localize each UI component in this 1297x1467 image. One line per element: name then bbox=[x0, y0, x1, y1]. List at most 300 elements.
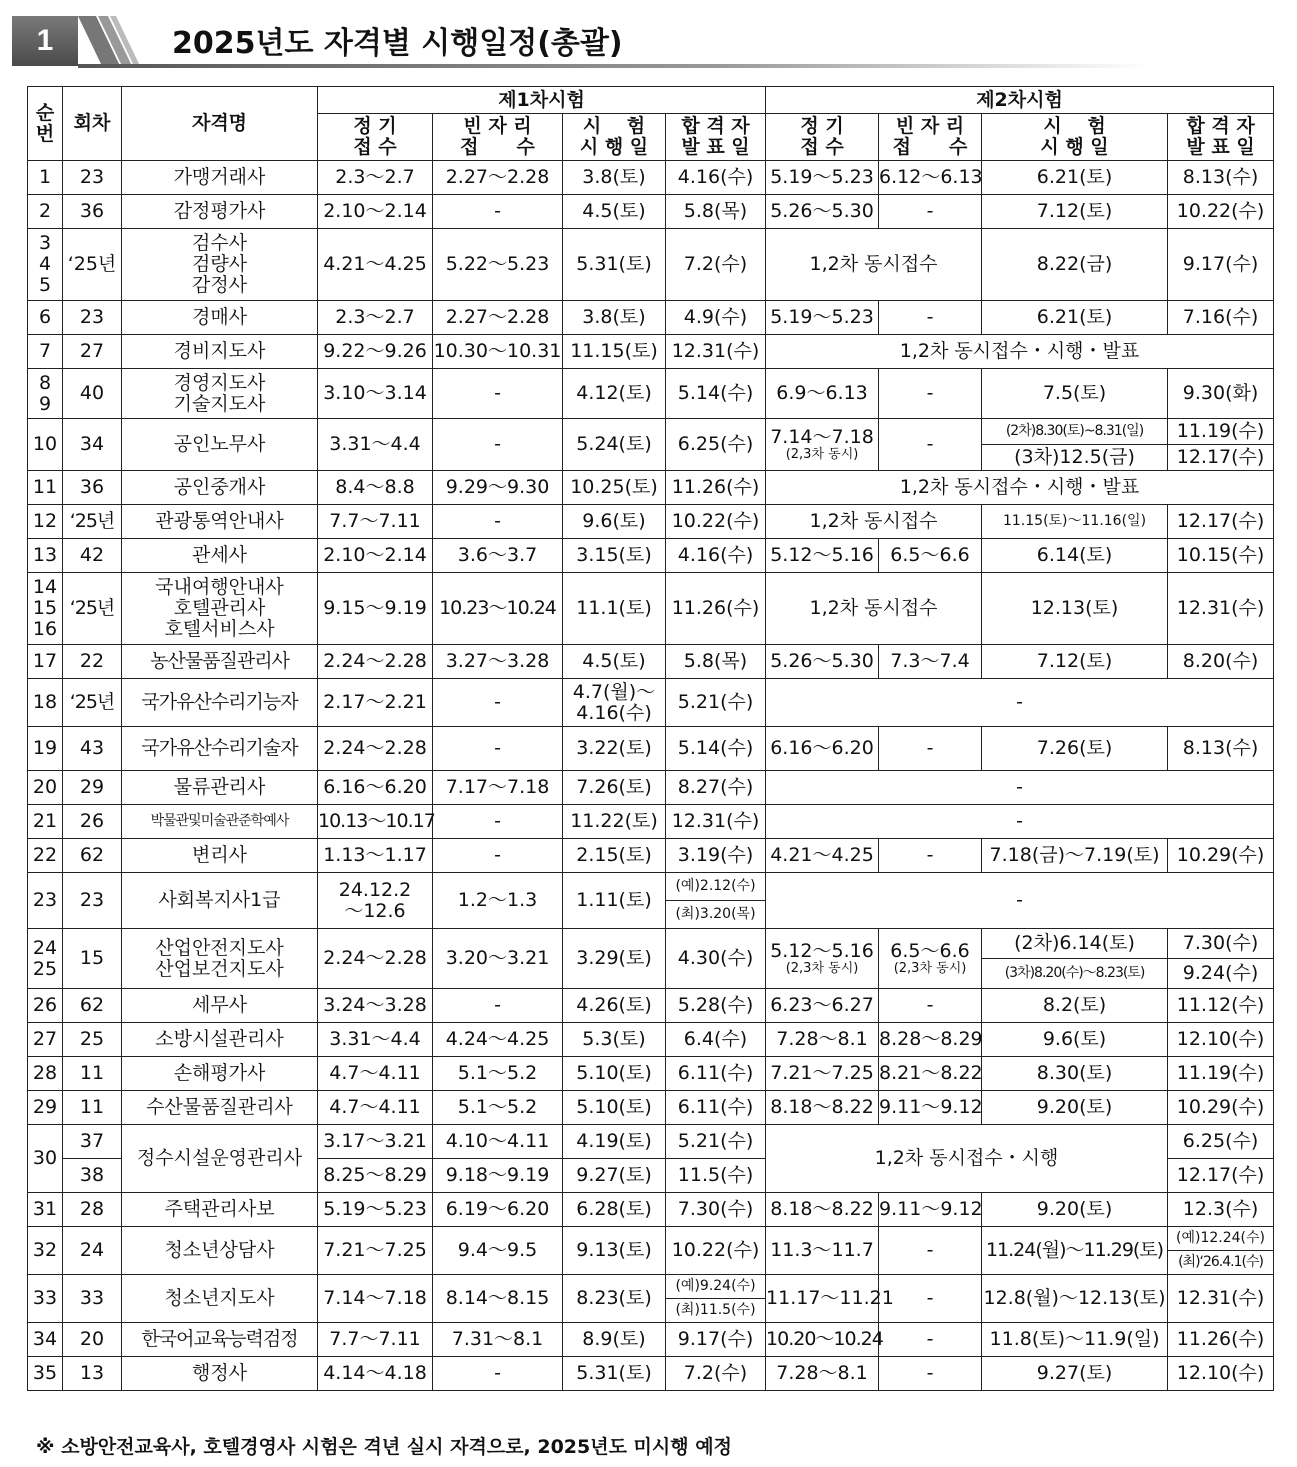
cell-name: 검수사 검량사 감정사 bbox=[122, 229, 318, 301]
cell-f-exam: 4.5(토) bbox=[563, 195, 666, 229]
cell-s-reg: 11.3～11.7 bbox=[766, 1227, 879, 1275]
cell-s-exam-a: (2차)6.14(토) bbox=[982, 929, 1168, 959]
cell-round: 38 bbox=[63, 1159, 122, 1193]
cell-s-vac: 9.11～9.12 bbox=[879, 1193, 982, 1227]
cell-f-reg: 7.7～7.11 bbox=[318, 505, 433, 539]
cell-seq: 23 bbox=[28, 873, 63, 929]
cell-round: 29 bbox=[63, 771, 122, 805]
cell-f-reg: 3.10～3.14 bbox=[318, 369, 433, 419]
footnote: ※ 소방안전교육사, 호텔경영사 시험은 격년 실시 자격으로, 2025년도 미시행 예정 bbox=[36, 1436, 732, 1458]
cell-round: 24 bbox=[63, 1227, 122, 1275]
cell-seq: 33 bbox=[28, 1275, 63, 1323]
cell-f-reg: 9.22～9.26 bbox=[318, 335, 433, 369]
cell-s-exam: 11.8(토)～11.9(일) bbox=[982, 1323, 1168, 1357]
cell-s-pass: 9.17(수) bbox=[1168, 229, 1274, 301]
page-header bbox=[12, 12, 1147, 68]
cell-s-regvac: 1,2차 동시접수 bbox=[766, 505, 982, 539]
cell-s-vac: 6.12～6.13 bbox=[879, 161, 982, 195]
cell-s-none: - bbox=[766, 873, 1274, 929]
cell-f-reg: 2.24～2.28 bbox=[318, 929, 433, 989]
header-second-vacancy: 빈 자 리 접 수 bbox=[879, 114, 982, 161]
cell-s-merged: 1,2차 동시접수・시행 bbox=[766, 1125, 1168, 1193]
header-first-exam: 제1차시험 bbox=[318, 87, 766, 114]
cell-s-pass-a: (예)12.24(수) bbox=[1168, 1227, 1274, 1251]
cell-f-reg: 4.21～4.25 bbox=[318, 229, 433, 301]
cell-s-vac: - bbox=[879, 369, 982, 419]
cell-f-exam: 4.26(토) bbox=[563, 989, 666, 1023]
cell-f-pass: 5.8(목) bbox=[666, 195, 766, 229]
cell-s-vac: - bbox=[879, 1227, 982, 1275]
cell-f-exam: 4.7(월)～ 4.16(수) bbox=[563, 679, 666, 727]
cell-s-pass: 8.13(수) bbox=[1168, 727, 1274, 771]
cell-seq: 17 bbox=[28, 645, 63, 679]
cell-name: 한국어교육능력검정 bbox=[122, 1323, 318, 1357]
cell-f-pass: 7.2(수) bbox=[666, 229, 766, 301]
cell-f-pass: 6.11(수) bbox=[666, 1091, 766, 1125]
cell-s-vac: - bbox=[879, 419, 982, 471]
cell-seq: 18 bbox=[28, 679, 63, 727]
table-row bbox=[28, 873, 1274, 901]
cell-f-exam: 5.31(토) bbox=[563, 1357, 666, 1391]
cell-s-reg-date: 7.14～7.18 bbox=[770, 426, 874, 448]
cell-round: 26 bbox=[63, 805, 122, 839]
cell-f-vac: - bbox=[433, 727, 563, 771]
cell-f-vac: 9.4～9.5 bbox=[433, 1227, 563, 1275]
cell-f-reg: 2.3～2.7 bbox=[318, 161, 433, 195]
cell-s-reg: 11.17～11.21 bbox=[766, 1275, 879, 1323]
cell-s-pass: 12.17(수) bbox=[1168, 1159, 1274, 1193]
cell-s-vac: - bbox=[879, 1357, 982, 1391]
table-row bbox=[28, 369, 1274, 419]
cell-s-reg-date: 5.12～5.16 bbox=[770, 940, 874, 962]
cell-s-vac: 8.28～8.29 bbox=[879, 1023, 982, 1057]
cell-s-exam: 12.13(토) bbox=[982, 573, 1168, 645]
cell-s-exam-b: (3차)12.5(금) bbox=[982, 445, 1168, 471]
cell-name: 국내여행안내사 호텔관리사 호텔서비스사 bbox=[122, 573, 318, 645]
cell-seq: 12 bbox=[28, 505, 63, 539]
cell-f-pass: 10.22(수) bbox=[666, 505, 766, 539]
cell-s-exam-b: (3차)8.20(수)～8.23(토) bbox=[982, 959, 1168, 989]
cell-name: 경영지도사 기술지도사 bbox=[122, 369, 318, 419]
cell-f-exam: 3.8(토) bbox=[563, 161, 666, 195]
cell-f-pass: 7.30(수) bbox=[666, 1193, 766, 1227]
cell-seq: 11 bbox=[28, 471, 63, 505]
table-row bbox=[28, 1091, 1274, 1125]
cell-f-reg: 8.25～8.29 bbox=[318, 1159, 433, 1193]
cell-s-pass: 7.16(수) bbox=[1168, 301, 1274, 335]
cell-f-reg: 7.14～7.18 bbox=[318, 1275, 433, 1323]
cell-name: 산업안전지도사 산업보건지도사 bbox=[122, 929, 318, 989]
cell-name: 주택관리사보 bbox=[122, 1193, 318, 1227]
cell-f-vac: 10.30～10.31 bbox=[433, 335, 563, 369]
cell-f-pass: 4.16(수) bbox=[666, 161, 766, 195]
cell-f-vac: 6.19～6.20 bbox=[433, 1193, 563, 1227]
cell-f-pass-a: (예)9.24(수) bbox=[666, 1275, 766, 1299]
cell-round: 42 bbox=[63, 539, 122, 573]
table-row bbox=[28, 1057, 1274, 1091]
cell-s-pass: 11.12(수) bbox=[1168, 989, 1274, 1023]
header-second-pass-date: 합 격 자 발 표 일 bbox=[1168, 114, 1274, 161]
cell-f-vac: - bbox=[433, 1357, 563, 1391]
cell-name: 사회복지사1급 bbox=[122, 873, 318, 929]
cell-s-pass-a: 11.19(수) bbox=[1168, 419, 1274, 445]
cell-f-vac: - bbox=[433, 839, 563, 873]
cell-name: 관광통역안내사 bbox=[122, 505, 318, 539]
cell-s-vac: - bbox=[879, 1275, 982, 1323]
cell-seq: 24 25 bbox=[28, 929, 63, 989]
cell-round: 62 bbox=[63, 839, 122, 873]
table-row bbox=[28, 929, 1274, 959]
cell-s-vac: - bbox=[879, 301, 982, 335]
cell-f-exam: 3.29(토) bbox=[563, 929, 666, 989]
cell-f-exam: 10.25(토) bbox=[563, 471, 666, 505]
cell-s-reg: 6.9～6.13 bbox=[766, 369, 879, 419]
cell-f-reg: 5.19～5.23 bbox=[318, 1193, 433, 1227]
cell-f-pass: 4.30(수) bbox=[666, 929, 766, 989]
cell-round: 36 bbox=[63, 471, 122, 505]
cell-name: 물류관리사 bbox=[122, 771, 318, 805]
cell-f-exam: 9.13(토) bbox=[563, 1227, 666, 1275]
cell-name: 국가유산수리기능자 bbox=[122, 679, 318, 727]
table-row bbox=[28, 161, 1274, 195]
cell-name: 정수시설운영관리사 bbox=[122, 1125, 318, 1193]
cell-f-exam: 5.10(토) bbox=[563, 1091, 666, 1125]
cell-name: 감정평가사 bbox=[122, 195, 318, 229]
cell-s-pass: 12.10(수) bbox=[1168, 1357, 1274, 1391]
table-row bbox=[28, 839, 1274, 873]
table-row bbox=[28, 539, 1274, 573]
cell-f-vac: - bbox=[433, 369, 563, 419]
cell-round: 34 bbox=[63, 419, 122, 471]
cell-s-exam: 9.20(토) bbox=[982, 1091, 1168, 1125]
cell-name: 청소년상담사 bbox=[122, 1227, 318, 1275]
cell-seq: 19 bbox=[28, 727, 63, 771]
cell-f-vac: 9.18～9.19 bbox=[433, 1159, 563, 1193]
cell-f-reg: 3.24～3.28 bbox=[318, 989, 433, 1023]
cell-f-exam: 1.11(토) bbox=[563, 873, 666, 929]
header-seq: 순 번 bbox=[28, 87, 63, 161]
cell-s-exam: 7.18(금)～7.19(토) bbox=[982, 839, 1168, 873]
cell-s-pass-b: 12.17(수) bbox=[1168, 445, 1274, 471]
cell-f-vac: - bbox=[433, 679, 563, 727]
cell-s-reg: 5.26～5.30 bbox=[766, 645, 879, 679]
cell-s-exam: 8.30(토) bbox=[982, 1057, 1168, 1091]
table-row bbox=[28, 1275, 1274, 1299]
cell-f-vac: - bbox=[433, 419, 563, 471]
cell-f-vac: 5.1～5.2 bbox=[433, 1091, 563, 1125]
cell-f-reg: 2.10～2.14 bbox=[318, 539, 433, 573]
cell-f-exam: 5.24(토) bbox=[563, 419, 666, 471]
table-row bbox=[28, 645, 1274, 679]
cell-s-exam: 7.12(토) bbox=[982, 195, 1168, 229]
cell-f-pass: 9.17(수) bbox=[666, 1323, 766, 1357]
table-row bbox=[28, 805, 1274, 839]
cell-s-pass: 10.22(수) bbox=[1168, 195, 1274, 229]
cell-round: 28 bbox=[63, 1193, 122, 1227]
cell-s-vac: - bbox=[879, 195, 982, 229]
cell-f-vac: 3.27～3.28 bbox=[433, 645, 563, 679]
cell-s-none: - bbox=[766, 679, 1274, 727]
cell-s-reg: 5.12～5.16 bbox=[766, 539, 879, 573]
cell-f-exam: 8.23(토) bbox=[563, 1275, 666, 1323]
cell-f-pass: 5.21(수) bbox=[666, 679, 766, 727]
cell-f-exam: 4.5(토) bbox=[563, 645, 666, 679]
cell-s-reg: 5.26～5.30 bbox=[766, 195, 879, 229]
cell-seq: 14 15 16 bbox=[28, 573, 63, 645]
table-row bbox=[28, 229, 1274, 301]
table-row bbox=[28, 1023, 1274, 1057]
table-row bbox=[28, 771, 1274, 805]
cell-s-pass: 11.26(수) bbox=[1168, 1323, 1274, 1357]
cell-f-pass: 5.14(수) bbox=[666, 369, 766, 419]
cell-s-regvac: 1,2차 동시접수 bbox=[766, 573, 982, 645]
cell-s-pass: 10.29(수) bbox=[1168, 1091, 1274, 1125]
cell-seq: 1 bbox=[28, 161, 63, 195]
cell-s-reg: 7.28～8.1 bbox=[766, 1357, 879, 1391]
cell-name: 국가유산수리기술자 bbox=[122, 727, 318, 771]
cell-f-vac: 2.27～2.28 bbox=[433, 301, 563, 335]
header-first-regular: 정 기 접 수 bbox=[318, 114, 433, 161]
cell-s-reg bbox=[766, 419, 879, 471]
cell-s-vac: - bbox=[879, 1323, 982, 1357]
cell-round: 11 bbox=[63, 1057, 122, 1091]
cell-f-exam: 8.9(토) bbox=[563, 1323, 666, 1357]
cell-s-reg: 5.19～5.23 bbox=[766, 301, 879, 335]
cell-s-exam: 6.14(토) bbox=[982, 539, 1168, 573]
cell-s-pass: 10.15(수) bbox=[1168, 539, 1274, 573]
cell-seq: 29 bbox=[28, 1091, 63, 1125]
section-number: 1 bbox=[12, 16, 78, 66]
table-row bbox=[28, 301, 1274, 335]
cell-f-exam: 3.8(토) bbox=[563, 301, 666, 335]
cell-round: 23 bbox=[63, 161, 122, 195]
cell-name: 공인노무사 bbox=[122, 419, 318, 471]
cell-round: 43 bbox=[63, 727, 122, 771]
cell-s-merged: 1,2차 동시접수・시행・발표 bbox=[766, 335, 1274, 369]
cell-seq: 35 bbox=[28, 1357, 63, 1391]
cell-f-vac: 10.23～10.24 bbox=[433, 573, 563, 645]
cell-s-exam: 8.22(금) bbox=[982, 229, 1168, 301]
cell-s-exam: 9.27(토) bbox=[982, 1357, 1168, 1391]
cell-f-pass: 12.31(수) bbox=[666, 335, 766, 369]
cell-s-exam: 8.2(토) bbox=[982, 989, 1168, 1023]
cell-f-vac: 9.29～9.30 bbox=[433, 471, 563, 505]
cell-name: 박물관및미술관준학예사 bbox=[122, 805, 318, 839]
cell-f-vac: - bbox=[433, 805, 563, 839]
header-first-exam-date: 시 험 시 행 일 bbox=[563, 114, 666, 161]
cell-s-exam: 6.21(토) bbox=[982, 301, 1168, 335]
cell-round: ‘25년 bbox=[63, 229, 122, 301]
cell-s-none: - bbox=[766, 805, 1274, 839]
cell-name: 공인중개사 bbox=[122, 471, 318, 505]
cell-s-vac-date: 6.5～6.6 bbox=[890, 940, 970, 962]
cell-f-exam: 2.15(토) bbox=[563, 839, 666, 873]
cell-s-reg: 6.16～6.20 bbox=[766, 727, 879, 771]
cell-name: 청소년지도사 bbox=[122, 1275, 318, 1323]
cell-s-exam: 11.24(월)～11.29(토) bbox=[982, 1227, 1168, 1275]
cell-s-vac: 8.21～8.22 bbox=[879, 1057, 982, 1091]
cell-s-reg: 7.21～7.25 bbox=[766, 1057, 879, 1091]
cell-f-pass: 5.14(수) bbox=[666, 727, 766, 771]
cell-seq: 7 bbox=[28, 335, 63, 369]
cell-name: 행정사 bbox=[122, 1357, 318, 1391]
cell-f-exam: 4.12(토) bbox=[563, 369, 666, 419]
cell-f-vac: 5.1～5.2 bbox=[433, 1057, 563, 1091]
cell-f-vac: 7.17～7.18 bbox=[433, 771, 563, 805]
cell-s-pass: 6.25(수) bbox=[1168, 1125, 1274, 1159]
cell-s-reg-note: (2,3차 동시) bbox=[785, 447, 859, 462]
cell-f-exam: 11.22(토) bbox=[563, 805, 666, 839]
schedule-table bbox=[27, 86, 1274, 1391]
cell-s-vac: 7.3～7.4 bbox=[879, 645, 982, 679]
cell-f-exam: 7.26(토) bbox=[563, 771, 666, 805]
cell-round: 25 bbox=[63, 1023, 122, 1057]
cell-f-reg: 7.7～7.11 bbox=[318, 1323, 433, 1357]
cell-s-exam: 11.15(토)～11.16(일) bbox=[982, 505, 1168, 539]
cell-f-reg: 7.21～7.25 bbox=[318, 1227, 433, 1275]
cell-f-pass: 10.22(수) bbox=[666, 1227, 766, 1275]
cell-seq: 26 bbox=[28, 989, 63, 1023]
cell-round: 13 bbox=[63, 1357, 122, 1391]
cell-name: 소방시설관리사 bbox=[122, 1023, 318, 1057]
table-row bbox=[28, 573, 1274, 645]
cell-f-vac: 2.27～2.28 bbox=[433, 161, 563, 195]
cell-f-pass: 12.31(수) bbox=[666, 805, 766, 839]
header-second-exam: 제2차시험 bbox=[766, 87, 1274, 114]
table-row bbox=[28, 727, 1274, 771]
cell-f-pass: 7.2(수) bbox=[666, 1357, 766, 1391]
cell-name: 농산물품질관리사 bbox=[122, 645, 318, 679]
cell-f-reg: 9.15～9.19 bbox=[318, 573, 433, 645]
cell-s-pass: 12.17(수) bbox=[1168, 505, 1274, 539]
cell-round: 62 bbox=[63, 989, 122, 1023]
table-row bbox=[28, 195, 1274, 229]
cell-s-pass: 10.29(수) bbox=[1168, 839, 1274, 873]
cell-f-pass: 5.21(수) bbox=[666, 1125, 766, 1159]
cell-round: 20 bbox=[63, 1323, 122, 1357]
cell-f-reg: 4.7～4.11 bbox=[318, 1091, 433, 1125]
cell-s-exam: 9.6(토) bbox=[982, 1023, 1168, 1057]
cell-f-reg: 1.13～1.17 bbox=[318, 839, 433, 873]
cell-seq: 13 bbox=[28, 539, 63, 573]
cell-f-reg: 8.4～8.8 bbox=[318, 471, 433, 505]
cell-s-pass: 12.31(수) bbox=[1168, 1275, 1274, 1323]
cell-seq: 3 4 5 bbox=[28, 229, 63, 301]
header-second-exam-date: 시 험 시 행 일 bbox=[982, 114, 1168, 161]
cell-s-reg: 7.28～8.1 bbox=[766, 1023, 879, 1057]
cell-f-pass: 11.5(수) bbox=[666, 1159, 766, 1193]
cell-f-exam: 9.6(토) bbox=[563, 505, 666, 539]
cell-s-vac: 6.5～6.6 bbox=[879, 539, 982, 573]
cell-name: 세무사 bbox=[122, 989, 318, 1023]
cell-f-reg: 3.31～4.4 bbox=[318, 1023, 433, 1057]
cell-f-exam: 6.28(토) bbox=[563, 1193, 666, 1227]
cell-f-pass: 11.26(수) bbox=[666, 471, 766, 505]
cell-f-pass-a: (예)2.12(수) bbox=[666, 873, 766, 901]
cell-f-pass: 6.11(수) bbox=[666, 1057, 766, 1091]
table-row bbox=[28, 1227, 1274, 1251]
cell-f-exam: 5.10(토) bbox=[563, 1057, 666, 1091]
cell-round: 15 bbox=[63, 929, 122, 989]
cell-seq: 30 bbox=[28, 1125, 63, 1193]
header-first-pass-date: 합 격 자 발 표 일 bbox=[666, 114, 766, 161]
cell-s-regvac: 1,2차 동시접수 bbox=[766, 229, 982, 301]
cell-f-pass: 8.27(수) bbox=[666, 771, 766, 805]
cell-f-vac: 4.24～4.25 bbox=[433, 1023, 563, 1057]
cell-name: 수산물품질관리사 bbox=[122, 1091, 318, 1125]
cell-f-pass: 5.28(수) bbox=[666, 989, 766, 1023]
table-row bbox=[28, 335, 1274, 369]
cell-f-vac: 5.22～5.23 bbox=[433, 229, 563, 301]
cell-s-reg bbox=[766, 929, 879, 989]
cell-s-pass: 12.10(수) bbox=[1168, 1023, 1274, 1057]
cell-s-pass-b: 9.24(수) bbox=[1168, 959, 1274, 989]
cell-f-exam: 3.22(토) bbox=[563, 727, 666, 771]
stripe-decoration-icon bbox=[78, 16, 168, 66]
header-second-regular: 정 기 접 수 bbox=[766, 114, 879, 161]
cell-s-pass-b: (최)‘26.4.1(수) bbox=[1168, 1251, 1274, 1275]
cell-s-none: - bbox=[766, 771, 1274, 805]
cell-s-pass: 8.20(수) bbox=[1168, 645, 1274, 679]
cell-round: 33 bbox=[63, 1275, 122, 1323]
cell-f-pass: 4.9(수) bbox=[666, 301, 766, 335]
cell-seq: 2 bbox=[28, 195, 63, 229]
cell-f-reg: 2.3～2.7 bbox=[318, 301, 433, 335]
cell-f-reg: 6.16～6.20 bbox=[318, 771, 433, 805]
cell-s-reg-note: (2,3차 동시) bbox=[785, 961, 859, 976]
cell-s-pass: 12.31(수) bbox=[1168, 573, 1274, 645]
cell-f-pass: 5.8(목) bbox=[666, 645, 766, 679]
cell-f-reg: 2.24～2.28 bbox=[318, 645, 433, 679]
header-first-vacancy: 빈 자 리 접 수 bbox=[433, 114, 563, 161]
cell-round: 27 bbox=[63, 335, 122, 369]
cell-f-vac: 7.31～8.1 bbox=[433, 1323, 563, 1357]
cell-s-exam-a: (2차)8.30(토)~8.31(일) bbox=[982, 419, 1168, 445]
cell-seq: 6 bbox=[28, 301, 63, 335]
cell-f-reg: 3.17～3.21 bbox=[318, 1125, 433, 1159]
cell-f-pass: 4.16(수) bbox=[666, 539, 766, 573]
cell-f-vac: - bbox=[433, 195, 563, 229]
cell-f-reg: 10.13～10.17 bbox=[318, 805, 433, 839]
cell-name: 경비지도사 bbox=[122, 335, 318, 369]
cell-f-exam: 11.15(토) bbox=[563, 335, 666, 369]
cell-f-pass: 11.26(수) bbox=[666, 573, 766, 645]
cell-f-pass: 6.25(수) bbox=[666, 419, 766, 471]
cell-seq: 8 9 bbox=[28, 369, 63, 419]
cell-round: 22 bbox=[63, 645, 122, 679]
cell-s-vac-note: (2,3차 동시) bbox=[893, 961, 967, 976]
cell-s-pass: 12.3(수) bbox=[1168, 1193, 1274, 1227]
cell-s-reg: 5.19～5.23 bbox=[766, 161, 879, 195]
cell-f-pass: 6.4(수) bbox=[666, 1023, 766, 1057]
cell-s-vac: - bbox=[879, 727, 982, 771]
cell-f-vac: 1.2～1.3 bbox=[433, 873, 563, 929]
cell-round: 36 bbox=[63, 195, 122, 229]
cell-name: 가맹거래사 bbox=[122, 161, 318, 195]
cell-seq: 31 bbox=[28, 1193, 63, 1227]
cell-f-reg: 4.7～4.11 bbox=[318, 1057, 433, 1091]
cell-seq: 32 bbox=[28, 1227, 63, 1275]
table-row bbox=[28, 471, 1274, 505]
cell-f-reg: 24.12.2 ～12.6 bbox=[318, 873, 433, 929]
cell-round: 37 bbox=[63, 1125, 122, 1159]
cell-name: 손해평가사 bbox=[122, 1057, 318, 1091]
cell-f-reg: 2.24～2.28 bbox=[318, 727, 433, 771]
cell-s-reg: 8.18～8.22 bbox=[766, 1091, 879, 1125]
cell-f-vac: 3.6～3.7 bbox=[433, 539, 563, 573]
cell-seq: 27 bbox=[28, 1023, 63, 1057]
cell-f-pass-b: (최)3.20(목) bbox=[666, 901, 766, 929]
